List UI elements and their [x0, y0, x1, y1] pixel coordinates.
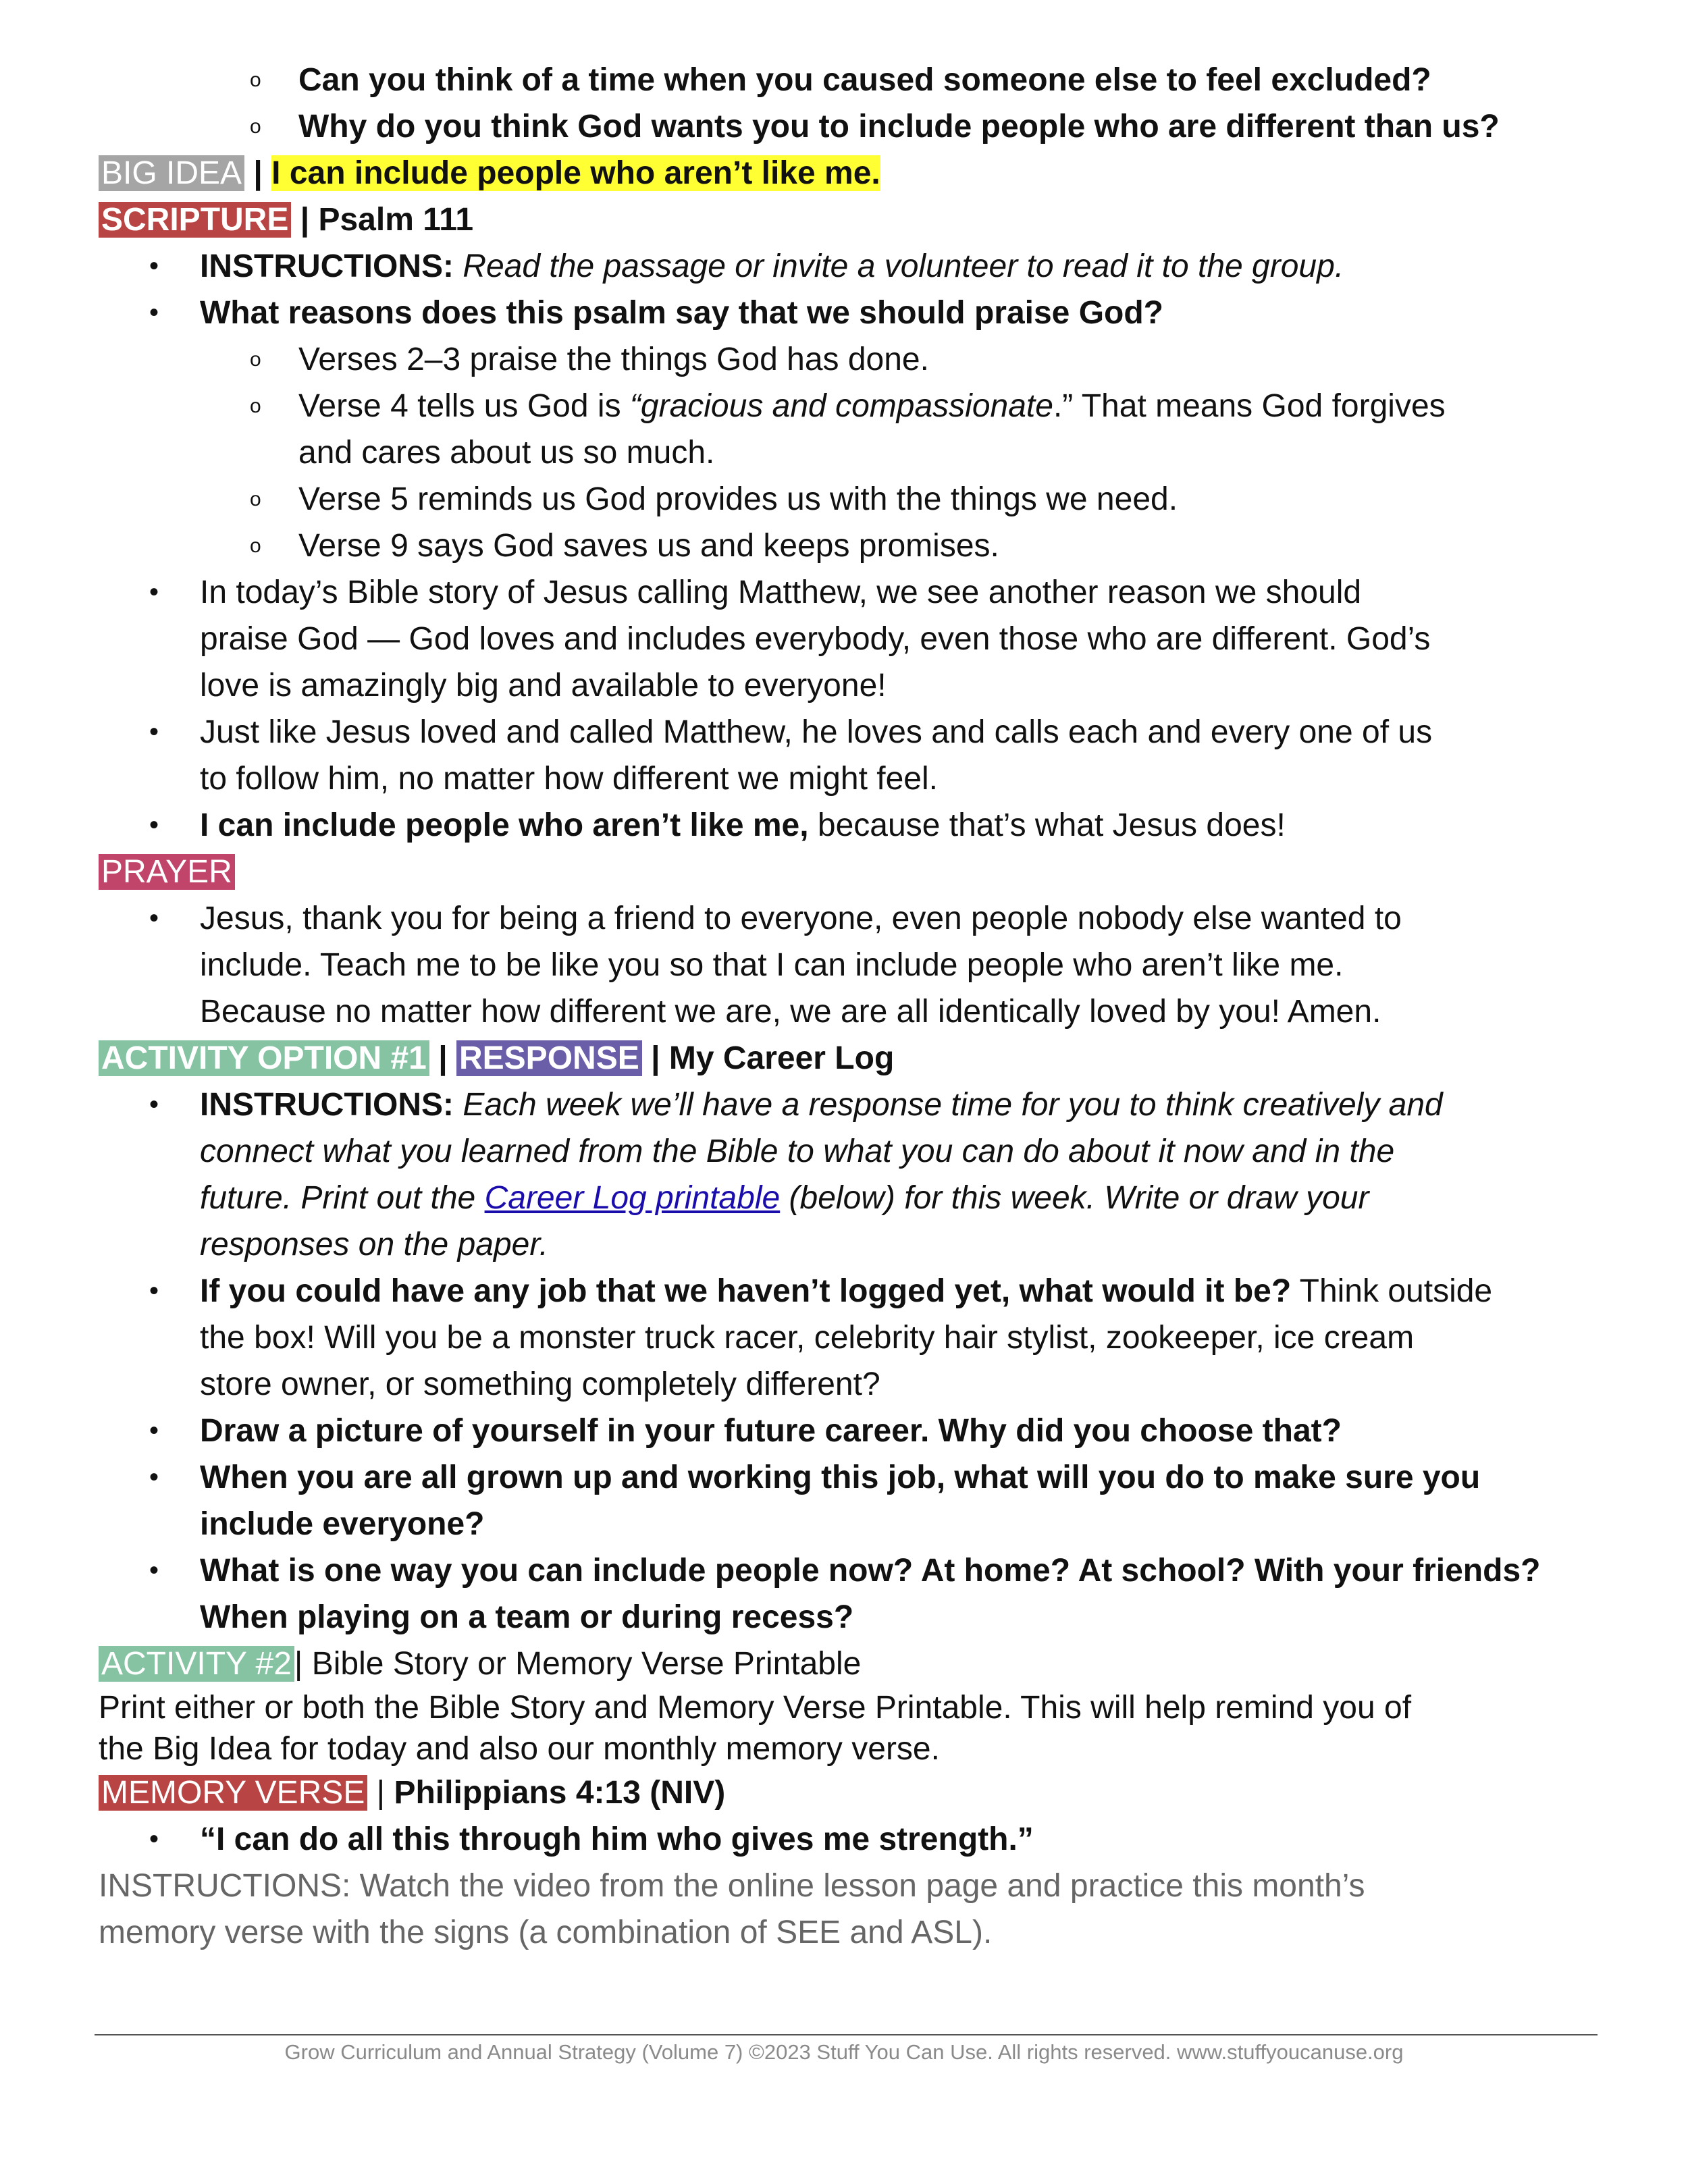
list-item-continuation: store owner, or something completely different? [200, 1366, 880, 1402]
list-text: Verses 2–3 praise the things God has done. [298, 342, 929, 377]
list-item-continuation: the box! Will you be a monster truck racer, celebrity hair stylist, zookeeper, ice cream [200, 1320, 1415, 1356]
list-item [99, 383, 1591, 429]
instructions-text: Each week we’ll have a response time for you to think creatively and [453, 1087, 1443, 1123]
instructions-label: INSTRUCTIONS: [200, 248, 454, 284]
list-item-continuation: include everyone? [200, 1506, 485, 1542]
big-idea-restated: I can include people who aren’t like me, [200, 807, 809, 843]
bullet: • [149, 1824, 159, 1854]
separator: | [244, 155, 272, 191]
question-text: Why do you think God wants you to include people who are different than us? [298, 109, 1500, 144]
list-text: Verse 4 tells us God is [298, 388, 630, 424]
list-item [99, 895, 1591, 942]
list-item-continuation: to follow him, no matter how different we might feel. [200, 761, 938, 797]
document-page [99, 57, 1591, 1956]
response-tag: RESPONSE [456, 1040, 642, 1076]
list-item-continuation: and cares about us so much. [298, 435, 715, 471]
list-text: Verse 9 says God saves us and keeps promises. [298, 528, 999, 564]
list-text: Verse 5 reminds us God provides us with the things we need. [298, 481, 1178, 517]
activity-title: Bible Story or Memory Verse Printable [311, 1646, 862, 1682]
list-item [99, 336, 1591, 383]
list-item [99, 1268, 1591, 1314]
scripture-reference: Psalm 111 [318, 202, 474, 238]
list-item [99, 103, 1591, 150]
activity-2-tag: ACTIVITY #2 [99, 1646, 294, 1682]
quote-text: “gracious and compassionate [629, 388, 1053, 424]
list-text: Think outside [1291, 1273, 1493, 1309]
memory-verse-tag: MEMORY VERSE [99, 1775, 367, 1811]
separator: | [294, 1646, 312, 1682]
bullet: • [149, 577, 159, 607]
sub-bullet: o [250, 488, 261, 510]
activity-2-heading [99, 1641, 1591, 1687]
separator: | [641, 1040, 669, 1076]
question-text: When you are all grown up and working this job, what will you do to make sure you [200, 1460, 1481, 1495]
list-item [99, 523, 1591, 569]
bullet: • [149, 1276, 159, 1306]
activity-title: My Career Log [668, 1040, 895, 1076]
memory-verse-heading [99, 1769, 1591, 1816]
list-item [99, 1454, 1591, 1501]
list-item [99, 1408, 1591, 1454]
list-item [99, 1547, 1591, 1594]
list-item-continuation: When playing on a team or during recess? [200, 1599, 854, 1635]
list-item [99, 1082, 1591, 1128]
question-text: What is one way you can include people now? At home? At school? With your friends? [200, 1553, 1541, 1589]
list-item [99, 243, 1591, 290]
instructions-text: future. Print out the [200, 1180, 485, 1216]
big-idea-text: I can include people who aren’t like me. [271, 155, 880, 191]
footer-text: Grow Curriculum and Annual Strategy (Volume 7) ©2023 Stuff You Can Use. All rights reserved. www.stuffyoucanuse.org [284, 2040, 1404, 2064]
prayer-tag: PRAYER [99, 854, 235, 890]
list-item-continuation: love is amazingly big and available to everyone! [200, 668, 887, 703]
scripture-heading [99, 196, 1591, 243]
big-idea-heading [99, 150, 1591, 196]
bullet: • [149, 1555, 159, 1585]
list-item-continuation: responses on the paper. [200, 1227, 548, 1262]
memory-verse-reference: Philippians 4:13 (NIV) [394, 1775, 726, 1811]
list-item-continuation: Because no matter how different we are, we are all identically loved by you! Amen. [200, 994, 1381, 1030]
bullet: • [149, 251, 159, 281]
list-text: because that’s what Jesus does! [808, 807, 1286, 843]
activity-option-heading [99, 1035, 1591, 1082]
question-text: Draw a picture of yourself in your future career. Why did you choose that? [200, 1413, 1342, 1449]
separator: | [429, 1040, 456, 1076]
sub-bullet: o [250, 69, 261, 91]
list-item-continuation: include. Teach me to be like you so that I can include people who aren’t like me. [200, 947, 1344, 983]
sub-bullet: o [250, 395, 261, 417]
paragraph-line: INSTRUCTIONS: Watch the video from the online lesson page and practice this month’s [99, 1868, 1365, 1904]
career-log-link[interactable]: Career Log printable [484, 1180, 781, 1216]
paragraph-line: Print either or both the Bible Story and Memory Verse Printable. This will help remind you of [99, 1690, 1412, 1726]
bullet: • [149, 810, 159, 840]
instructions-text: (below) for this week. Write or draw your [780, 1180, 1369, 1216]
bullet: • [149, 298, 159, 327]
sub-bullet: o [250, 348, 261, 371]
instructions-text: Read the passage or invite a volunteer to read it to the group. [453, 248, 1344, 284]
list-item-continuation [99, 1175, 1591, 1221]
bullet: • [149, 1462, 159, 1492]
list-item [99, 476, 1591, 523]
separator: | [367, 1775, 394, 1811]
list-item [99, 290, 1591, 336]
list-item-continuation: connect what you learned from the Bible to what you can do about it now and in the [200, 1134, 1395, 1169]
scripture-tag: SCRIPTURE [99, 202, 291, 238]
bullet: • [149, 717, 159, 747]
list-item [99, 709, 1591, 755]
sub-bullet: o [250, 535, 261, 557]
bullet: • [149, 903, 159, 933]
list-text: In today’s Bible story of Jesus calling Matthew, we see another reason we should [200, 575, 1362, 610]
list-item-continuation: praise God — God loves and includes everybody, even those who are different. God’s [200, 621, 1431, 657]
question-text: If you could have any job that we haven’t logged yet, what would it be? [200, 1273, 1292, 1309]
list-text: Just like Jesus loved and called Matthew, he loves and calls each and every one of us [200, 714, 1433, 750]
paragraph-line: memory verse with the signs (a combination of SEE and ASL). [99, 1915, 993, 1950]
prayer-heading [99, 849, 1591, 895]
list-text: .” That means God forgives [1053, 388, 1446, 424]
separator: | [291, 202, 319, 238]
sub-bullet: o [250, 115, 261, 138]
question-text: Can you think of a time when you caused someone else to feel excluded? [298, 62, 1431, 98]
activity-option-tag: ACTIVITY OPTION #1 [99, 1040, 429, 1076]
paragraph-line: the Big Idea for today and also our monthly memory verse. [99, 1731, 940, 1767]
list-item [99, 569, 1591, 616]
prayer-text: Jesus, thank you for being a friend to everyone, even people nobody else wanted to [200, 901, 1402, 936]
instructions-label: INSTRUCTIONS: [200, 1087, 454, 1123]
question-text: What reasons does this psalm say that we should praise God? [200, 295, 1163, 331]
bullet: • [149, 1416, 159, 1445]
big-idea-tag: BIG IDEA [99, 155, 244, 191]
footer-divider [95, 2034, 1598, 2035]
memory-verse-text: “I can do all this through him who gives me strength.” [200, 1821, 1034, 1857]
list-item [99, 57, 1591, 103]
list-item [99, 1816, 1591, 1863]
list-item [99, 802, 1591, 849]
bullet: • [149, 1090, 159, 1119]
